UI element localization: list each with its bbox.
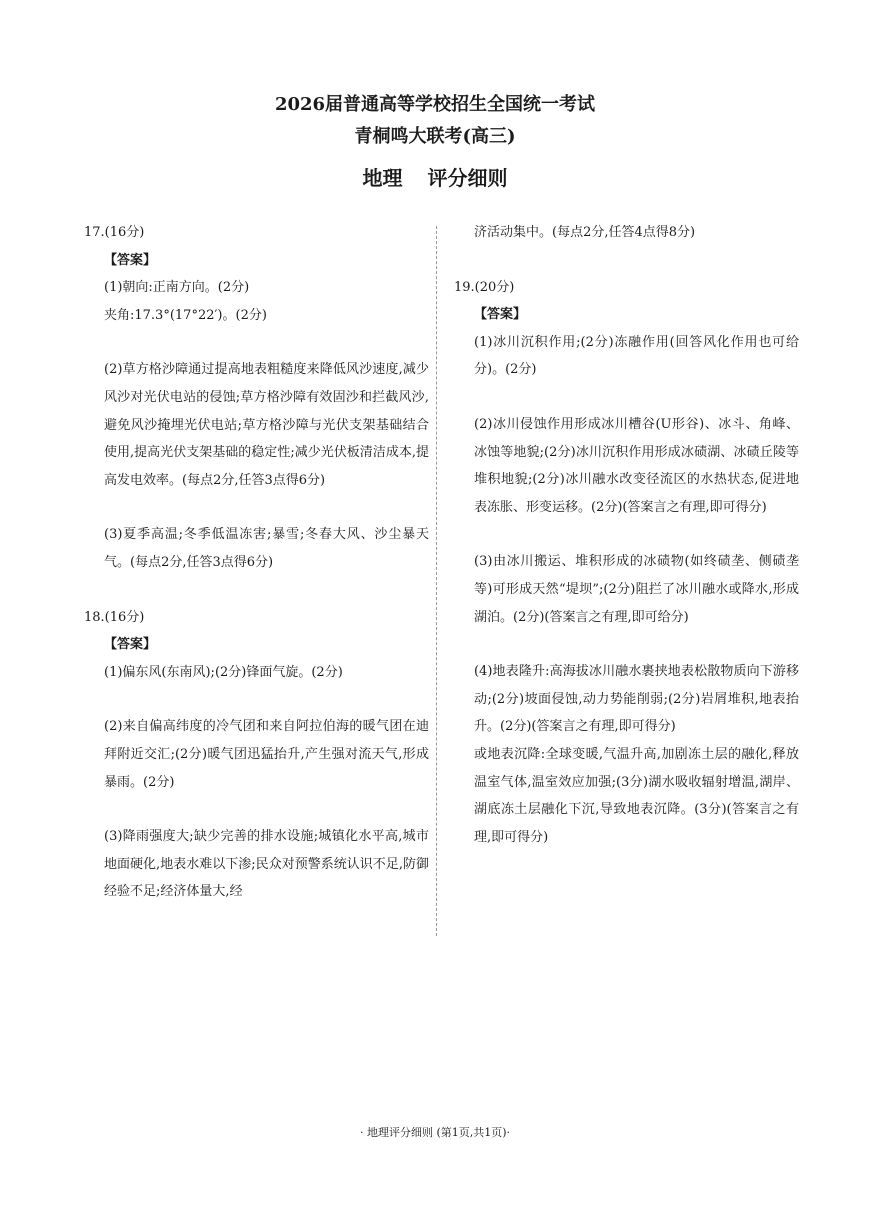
q18-part3: (3)降雨强度大;缺少完善的排水设施;城镇化水平高,城市地面硬化,地表水难以下渗;民众对预警系统认识不足,防御经验不足;经济体量大,经 (104, 829, 429, 900)
question-19-heading: 19.(20分) (454, 279, 515, 295)
question-18-heading: 18.(16分) (84, 609, 145, 625)
q17-part2: (2)草方格沙障通过提高地表粗糙度来降低风沙速度,减少风沙对光伏电站的侵蚀;草方格沙障有效固沙和拦截风沙,避免风沙掩埋光伏电站;草方格沙障与光伏支架基础结合使用,提高光伏支架基础的稳定性;减少光伏板清洁成本,提高发电效率。(每点2分,任答3点得6分) (104, 362, 429, 488)
answer-label: 【答案】 (104, 252, 157, 268)
q19-part1: (1)冰川沉积作用;(2分)冻融作用(回答风化作用也可给分)。(2分) (474, 334, 799, 378)
q17-part3: (3)夏季高温;冬季低温冻害;暴雪;冬春大风、沙尘暴天气。(每点2分,任答3点得6分) (104, 527, 429, 570)
q18-part1: (1)偏东风(东南风);(2分)锋面气旋。(2分) (104, 664, 343, 680)
question-17-heading: 17.(16分) (84, 225, 145, 240)
answer-label: 【答案】 (474, 307, 527, 323)
exam-title: 2026届普通高等学校招生全国统一考试 (274, 94, 596, 115)
left-column (84, 219, 429, 906)
q19-part4-uplift: (4)地表隆升:高海拔冰川融水裹挟地表松散物质向下游移动;(2分)坡面侵蚀,动力势能削弱;(2分)岩屑堆积,地表抬升。(2分)(答案言之有理,即可得分) (474, 664, 799, 735)
q19-part2: (2)冰川侵蚀作用形成冰川槽谷(U形谷)、冰斗、角峰、冰蚀等地貌;(2分)冰川沉积作用形成冰碛湖、冰碛丘陵等堆积地貌;(2分)冰川融水改变径流区的水热状态,促进地表冻胀、形变运移。(2分)(答案言之有理,即可得分) (474, 416, 799, 515)
q18-part2: (2)来自偏高纬度的冷气团和来自阿拉伯海的暖气团在迪拜附近交汇;(2分)暖气团迅猛抬升,产生强对流天气,形成暴雨。(2分) (104, 719, 429, 790)
exam-subtitle: 青桐鸣大联考(高三) (354, 126, 516, 147)
q19-part3: (3)由冰川搬运、堆积形成的冰碛物(如终碛垄、侧碛垄等)可形成天然“堤坝”;(2分)阻拦了冰川融水或降水,形成湖泊。(2分)(答案言之有理,即可给分) (474, 554, 799, 625)
document-title: 地理 评分细则 (362, 166, 508, 190)
q17-part1-orientation: (1)朝向:正南方向。(2分) (104, 280, 250, 296)
q19-part4-subsidence: 或地表沉降:全球变暖,气温升高,加剧冻土层的融化,释放温室气体,温室效应加强;(3分)湖水吸收辐射增温,湖岸、湖底冻土层融化下沉,导致地表沉降。(3分)(答案言之有理,即可得分) (474, 746, 799, 845)
q18-part3-continued: 济活动集中。(每点2分,任答4点得8分) (474, 225, 696, 240)
q17-part1-angle: 夹角:17.3°(17°22′)。(2分) (104, 307, 267, 323)
page-footer: · 地理评分细则 (第1页,共1页)· (359, 1126, 511, 1139)
answer-label: 【答案】 (104, 637, 157, 653)
right-column (454, 219, 799, 851)
column-divider (436, 226, 437, 936)
